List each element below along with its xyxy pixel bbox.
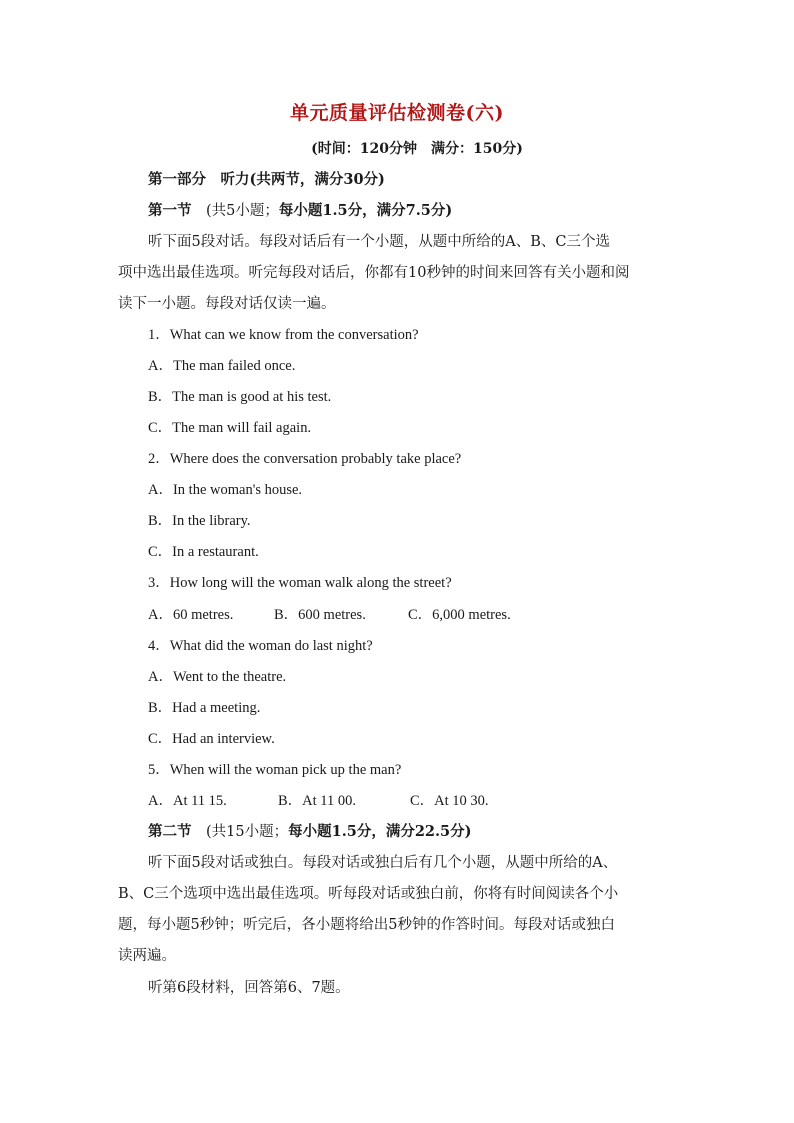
question-2-stem: 2．Where does the conversation probably take place? — [148, 451, 462, 467]
section2-score: 每小题1.5分，满分22.5分) — [288, 823, 472, 840]
question-3-stem: 3．How long will the woman walk along the street? — [148, 575, 452, 591]
section1-score: 每小题1.5分，满分7.5分) — [278, 202, 453, 219]
question-1-option-c: C．The man will fail again. — [148, 420, 312, 436]
question-3-options — [148, 605, 511, 625]
section2-instruction-line: 读两遍。 — [118, 948, 176, 964]
question-4-option-b: B．Had a meeting. — [148, 700, 261, 716]
section2-count: (共15小题； — [191, 824, 289, 840]
section2-heading — [148, 822, 472, 842]
question-5-option-a: A．At 11 15. — [148, 793, 227, 809]
question-1-option-b: B．The man is good at his test. — [148, 389, 332, 405]
question-3-option-c: C．6,000 metres. — [408, 607, 511, 623]
question-2-option-c: C．In a restaurant. — [148, 544, 259, 560]
question-1-option-a: A．The man failed once. — [148, 358, 296, 374]
question-4-option-c: C．Had an interview. — [148, 731, 275, 747]
section1-instruction-line: 听下面5段对话。每段对话后有一个小题，从题中所给的A、B、C三个选 — [148, 234, 610, 250]
question-2-option-a: A．In the woman's house. — [148, 482, 303, 498]
question-2-option-b: B．In the library. — [148, 513, 251, 529]
section1-label: 第一节 — [148, 202, 192, 219]
section1-count: (共5小题； — [191, 203, 279, 219]
part1-heading: 第一部分 听力(共两节，满分30分) — [148, 171, 385, 188]
section2-instruction-line: 听下面5段对话或独白。每段对话或独白后有几个小题，从题中所给的A、 — [148, 855, 618, 871]
question-1-stem: 1．What can we know from the conversation? — [148, 327, 419, 343]
section2-instruction-line: B、C三个选项中选出最佳选项。听每段对话或独白前，你将有时间阅读各个小 — [118, 886, 619, 902]
question-3-option-a: A．60 metres. — [148, 607, 234, 623]
question-5-option-b: B．At 11 00. — [278, 793, 357, 809]
exam-meta: (时间：120分钟 满分：150分) — [311, 141, 523, 157]
section2-next-prompt: 听第6段材料，回答第6、7题。 — [148, 980, 350, 996]
section1-instruction-line: 项中选出最佳选项。听完每段对话后，你都有10秒钟的时间来回答有关小题和阅 — [118, 265, 630, 281]
section1-instruction-line: 读下一小题。每段对话仅读一遍。 — [118, 296, 336, 312]
page-title: 单元质量评估检测卷(六) — [290, 102, 504, 124]
question-4-stem: 4．What did the woman do last night? — [148, 638, 373, 654]
section1-heading — [148, 201, 452, 221]
section2-instruction-line: 题，每小题5秒钟；听完后，各小题将给出5秒钟的作答时间。每段对话或独白 — [118, 917, 615, 933]
question-4-option-a: A．Went to the theatre. — [148, 669, 287, 685]
question-5-stem: 5．When will the woman pick up the man? — [148, 762, 402, 778]
question-5-option-c: C．At 10 30. — [410, 793, 489, 809]
question-3-option-b: B．600 metres. — [274, 607, 366, 623]
question-5-options — [148, 791, 489, 811]
section2-label: 第二节 — [148, 823, 192, 840]
